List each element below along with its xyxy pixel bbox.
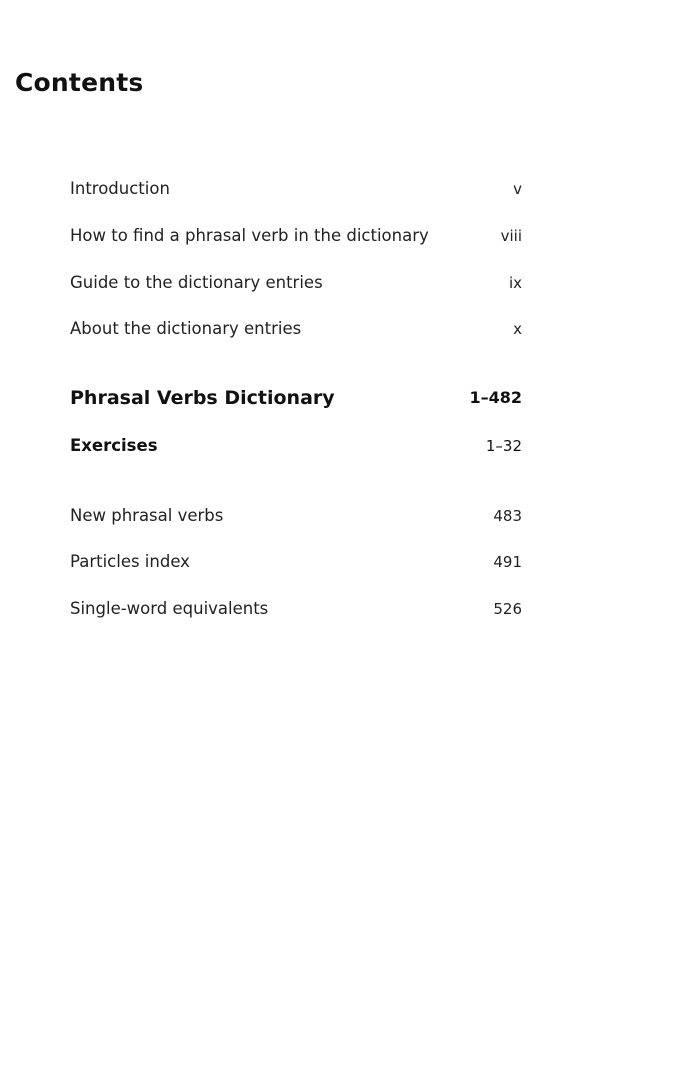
toc-entry-page: 491 <box>493 553 522 571</box>
toc-entry-exercises <box>70 433 522 459</box>
toc-entry-page: ix <box>508 274 522 292</box>
toc-entry-page: 1–482 <box>469 388 522 407</box>
toc-entry-how-to-find <box>70 223 522 249</box>
toc-entry-guide <box>70 270 522 296</box>
toc-entry-title: How to find a phrasal verb in the dictionary <box>70 226 429 245</box>
toc-entry-title: Phrasal Verbs Dictionary <box>70 387 335 409</box>
toc-entry-title: Exercises <box>70 436 158 455</box>
toc-entry-page: 483 <box>493 507 522 525</box>
toc-entry-title: Guide to the dictionary entries <box>70 273 323 292</box>
toc-entry-page: x <box>513 320 522 338</box>
toc-entry-title: About the dictionary entries <box>70 319 302 338</box>
toc-entry-phrasal-verbs-dictionary <box>70 385 522 411</box>
toc-entry-title: New phrasal verbs <box>70 506 224 525</box>
toc-entry-introduction <box>70 176 522 202</box>
toc-entry-particles-index <box>70 549 522 575</box>
page-title: Contents <box>15 68 144 97</box>
toc-entry-new-phrasal-verbs <box>70 503 522 529</box>
toc-entry-title: Particles index <box>70 552 190 571</box>
toc-entry-page: viii <box>500 227 522 245</box>
toc-entry-title: Introduction <box>70 179 170 198</box>
toc-entry-page: 1–32 <box>485 437 522 455</box>
toc-entry-title: Single-word equivalents <box>70 599 269 618</box>
toc-entry-single-word-equivalents <box>70 596 522 622</box>
toc-entry-page: 526 <box>493 600 522 618</box>
toc-entry-page: v <box>513 180 522 198</box>
toc-entry-about <box>70 316 522 342</box>
